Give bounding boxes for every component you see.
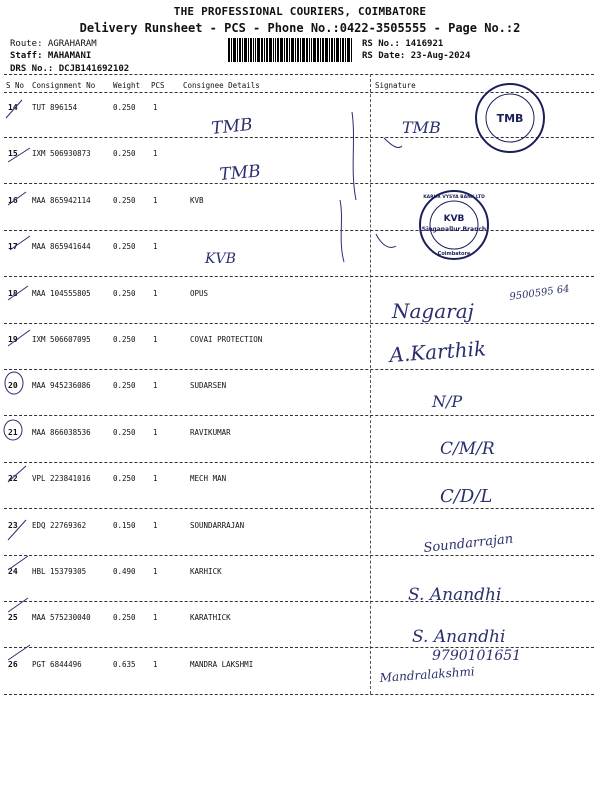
row-weight: 0.250 [113,474,136,484]
drs-number: DRS No.: DCJB141692102 [10,64,130,74]
row-consignee: COVAI PROTECTION [190,335,263,344]
row-consignee: MECH MAN [190,474,227,484]
row-pcs: 1 [153,613,158,623]
row-consignment-no: IXM 506930873 [32,149,91,159]
row-separator [4,647,594,648]
handwritten-tmb-2: TMB [218,161,262,185]
row-separator [4,555,594,556]
handwritten-mandra: Mandralakshmi [379,664,476,685]
svg-text:KVB: KVB [443,214,465,224]
col-consignee: Consignee Details [183,81,260,90]
row-weight: 0.635 [113,659,136,669]
row-consignment-no: TUT 896154 [32,103,78,112]
handwritten-nagaraj: Nagaraj [392,299,474,323]
row-separator [4,183,594,184]
rs-number: RS No.: 1416921 [362,39,444,49]
row-separator [4,230,594,231]
row-pcs: 1 [153,242,158,252]
col-pcs: PCS [151,81,165,90]
handwritten-phone-nagaraj: 9500595 64 [508,283,571,303]
row-weight: 0.150 [113,520,136,530]
row-consignment-no: IXM 506607095 [32,335,91,344]
runsheet-subtitle: Delivery Runsheet - PCS - Phone No.:0422-3505555 - Page No.:2 [79,21,521,35]
svg-text:Coimbatore: Coimbatore [437,251,471,257]
handwritten-cmr: C/M/R [440,439,495,459]
row-sno: 24 [8,567,18,576]
row-separator [4,601,594,602]
row-sno: 23 [8,520,18,530]
row-separator [4,415,594,416]
row-sno: 19 [8,335,18,344]
row-consignment-no: MAA 945236086 [32,381,91,391]
staff-label: Staff: MAHAMANI [10,51,92,61]
row-weight: 0.250 [113,242,136,252]
row-sno: 26 [8,659,18,669]
row-weight: 0.490 [113,567,136,576]
row-separator [4,323,594,324]
handwritten-initials: TMB [402,118,441,137]
route-label: Route: AGRAHARAM [10,39,97,49]
row-consignment-no: VPL 223841016 [32,474,91,484]
table-top-rule [4,74,594,75]
row-consignment-no: EDQ 22769362 [32,520,87,530]
row-consignee: KARHICK [190,567,222,576]
row-separator [4,508,594,509]
col-consignment: Consignment No [32,81,96,90]
row-pcs: 1 [153,381,158,391]
row-consignee: KVB [190,195,204,205]
handwritten-sanathi-2: S. Anandhi [412,627,506,647]
row-consignee: RAVIKUMAR [190,427,231,437]
row-sno: 22 [8,474,18,484]
tmb-stamp [476,84,544,152]
handwritten-soundar: Soundarrajan [422,531,514,556]
row-sno: 17 [8,242,18,252]
handwritten-sanathi-1: S. Anandhi [408,585,502,605]
handwritten-tmb-1: TMB [210,114,254,139]
col-weight: Weight [113,81,141,90]
col-signature: Signature [375,81,416,90]
row-consignee: OPUS [190,288,209,298]
row-pcs: 1 [153,520,158,530]
row-separator [4,369,594,370]
row-separator [4,137,594,138]
row-pcs: 1 [153,288,158,298]
row-consignment-no: MAA 104555805 [32,288,91,298]
row-pcs: 1 [153,567,158,576]
row-consignee: MANDRA LAKSHMI [190,659,254,669]
handwritten-phone: 9790101651 [432,648,522,664]
row-weight: 0.250 [113,381,136,391]
header-bottom-rule [4,92,594,93]
row-sno: 15 [8,149,18,159]
row-weight: 0.250 [113,149,136,159]
row-consignment-no: MAA 575230040 [32,613,91,623]
row-sno: 14 [8,103,18,112]
row-pcs: 1 [153,149,158,159]
handwritten-np: N/P [432,392,463,411]
page-title: THE PROFESSIONAL COURIERS, COIMBATORE [173,5,427,18]
row-weight: 0.250 [113,288,136,298]
handwritten-kvb: KVB [205,251,236,267]
row-weight: 0.250 [113,613,136,623]
row-consignment-no: PGT 6844496 [32,659,82,669]
svg-text:KARUR VYSYA BANK LTD: KARUR VYSYA BANK LTD [423,195,485,200]
row-sno: 25 [8,613,18,623]
row-pcs: 1 [153,335,158,344]
pen-bracket [352,112,356,200]
pen-bracket [340,200,344,262]
row-weight: 0.250 [113,103,136,112]
row-pcs: 1 [153,103,158,112]
row-pcs: 1 [153,474,158,484]
row-weight: 0.250 [113,195,136,205]
pen-mark [384,138,402,148]
row-weight: 0.250 [113,335,136,344]
row-consignment-no: HBL 15379305 [32,567,87,576]
pen-mark [376,234,396,248]
row-separator [4,694,594,695]
row-consignment-no: MAA 865942114 [32,195,91,205]
row-consignment-no: MAA 866038536 [32,427,91,437]
handwritten-cdil: C/D/L [440,486,493,507]
kvb-stamp [420,191,488,259]
row-weight: 0.250 [113,427,136,437]
rs-date: RS Date: 23-Aug-2024 [362,51,471,61]
svg-text:Singanallur Branch: Singanallur Branch [421,226,487,233]
barcode [228,38,352,62]
handwritten-akarthik: A.Karthik [388,336,487,367]
svg-text:TMB: TMB [496,112,524,125]
row-sno: 16 [8,195,18,205]
row-sno: 18 [8,288,18,298]
row-consignee: SOUNDARRAJAN [190,520,245,530]
row-pcs: 1 [153,427,158,437]
row-separator [4,276,594,277]
row-consignment-no: MAA 865941644 [32,242,91,252]
row-sno: 20 [8,381,18,391]
row-pcs: 1 [153,659,158,669]
row-pcs: 1 [153,195,158,205]
row-sno: 21 [8,427,18,437]
col-sno: S No [6,81,25,90]
row-consignee: SUDARSEN [190,381,227,391]
row-consignee: KARATHICK [190,613,231,623]
row-separator [4,462,594,463]
